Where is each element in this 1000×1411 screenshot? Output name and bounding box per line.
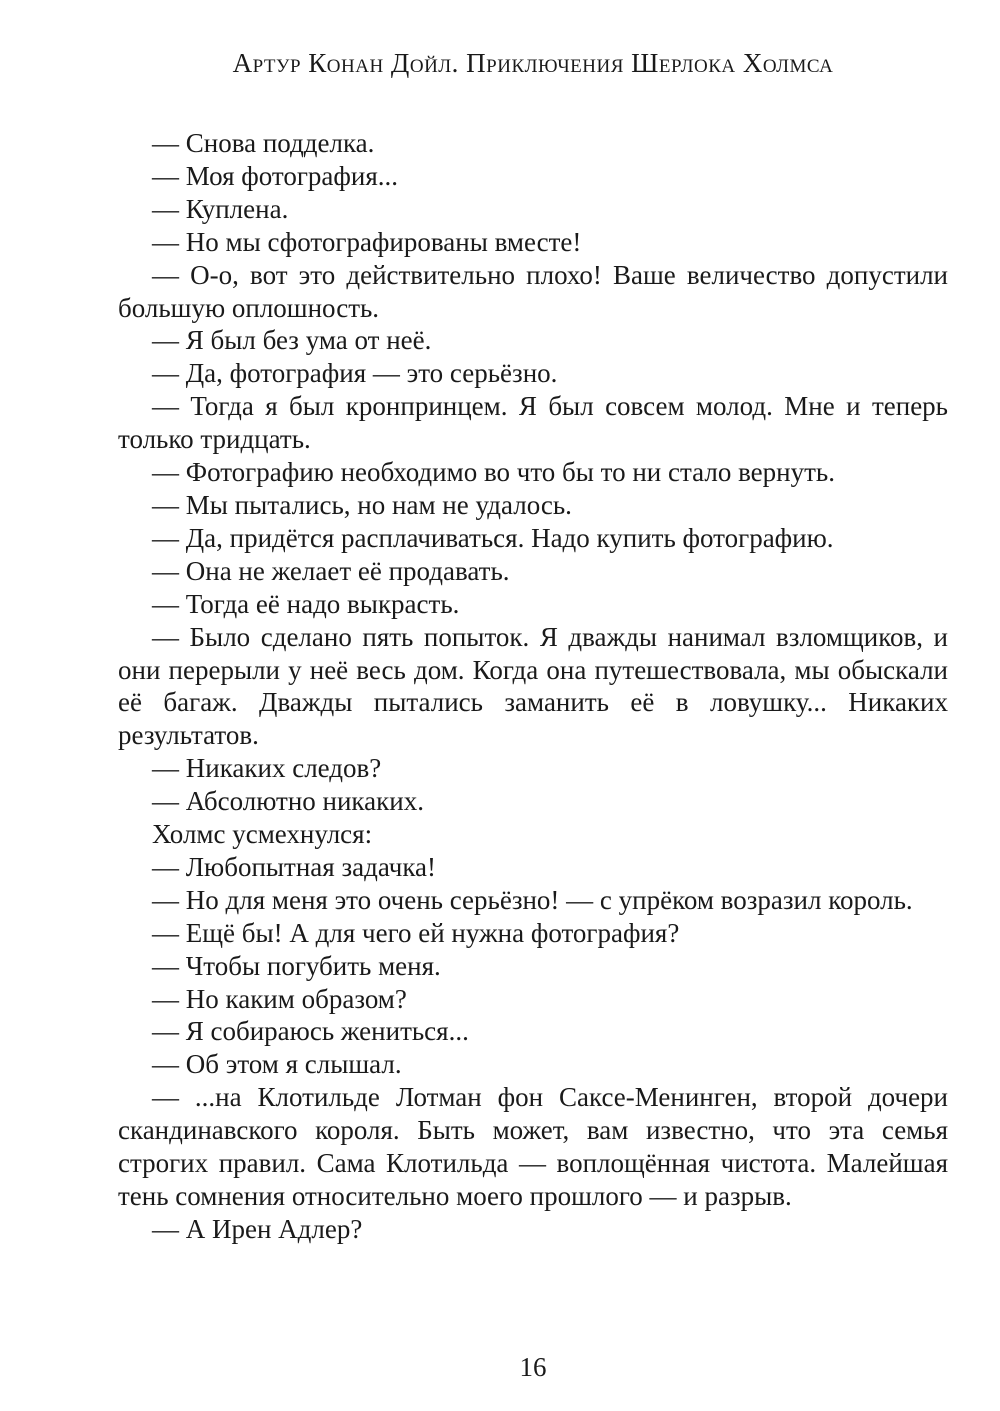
paragraph: — Никаких следов? (152, 753, 382, 784)
paragraph: — Было сделано пять попыток. Я дважды нанимал взломщиков, и они перерыли у неё весь дом. Когда она путешествовала, мы обыскали её багаж. Дважды пытались заманить её в ловушку... Никаких результатов. (118, 621, 948, 751)
paragraph: — Чтобы погубить меня. (152, 950, 441, 981)
paragraph: — Фотографию необходимо во что бы то ни стало вернуть. (152, 457, 835, 488)
paragraph: — Я был без ума от неё. (152, 325, 432, 356)
body-text (118, 127, 948, 1246)
paragraph: — Да, придётся расплачиваться. Надо купить фотографию. (152, 522, 834, 553)
paragraph: — Абсолютно никаких. (152, 786, 424, 817)
paragraph: — Мы пытались, но нам не удалось. (152, 489, 572, 520)
paragraph: — Да, фотография — это серьёзно. (152, 358, 558, 389)
paragraph: — Снова подделка. (152, 128, 375, 158)
running-header: Артур Конан Дойл. Приключения Шерлока Холмса (232, 48, 834, 78)
page-number: 16 (519, 1352, 547, 1382)
paragraph: — Об этом я слышал. (152, 1049, 402, 1080)
paragraph: — Но для меня это очень серьёзно! — с упрёком возразил король. (152, 884, 913, 915)
paragraph: — Ещё бы! А для чего ей нужна фотография? (152, 917, 680, 948)
paragraph: — Но каким образом? (152, 983, 407, 1014)
paragraph: — А Ирен Адлер? (152, 1213, 363, 1244)
paragraph: — Она не желает её продавать. (152, 555, 510, 586)
paragraph: — О-о, вот это действительно плохо! Ваше величество допустили большую оплошность. (118, 259, 948, 323)
paragraph: — Я собираюсь жениться... (152, 1016, 469, 1047)
paragraph: — ...на Клотильде Лотман фон Саксе-Менинген, второй дочери скандинавского короля. Быть может, вам известно, что эта семья строгих правил. Сама Клотильда — воплощённая чистота. Малейшая тень сомнения относительно моего прошлого — и разрыв. (118, 1082, 948, 1211)
paragraph: — Но мы сфотографированы вместе! (152, 226, 582, 257)
paragraph: — Тогда я был кронпринцем. Я был совсем молод. Мне и теперь только тридцать. (118, 391, 948, 455)
paragraph: — Любопытная задачка! (152, 851, 437, 882)
paragraph: Холмс усмехнулся: (152, 819, 373, 850)
paragraph: — Моя фотография... (152, 160, 398, 191)
paragraph: — Тогда её надо выкрасть. (152, 588, 460, 619)
paragraph: — Куплена. (152, 193, 289, 224)
